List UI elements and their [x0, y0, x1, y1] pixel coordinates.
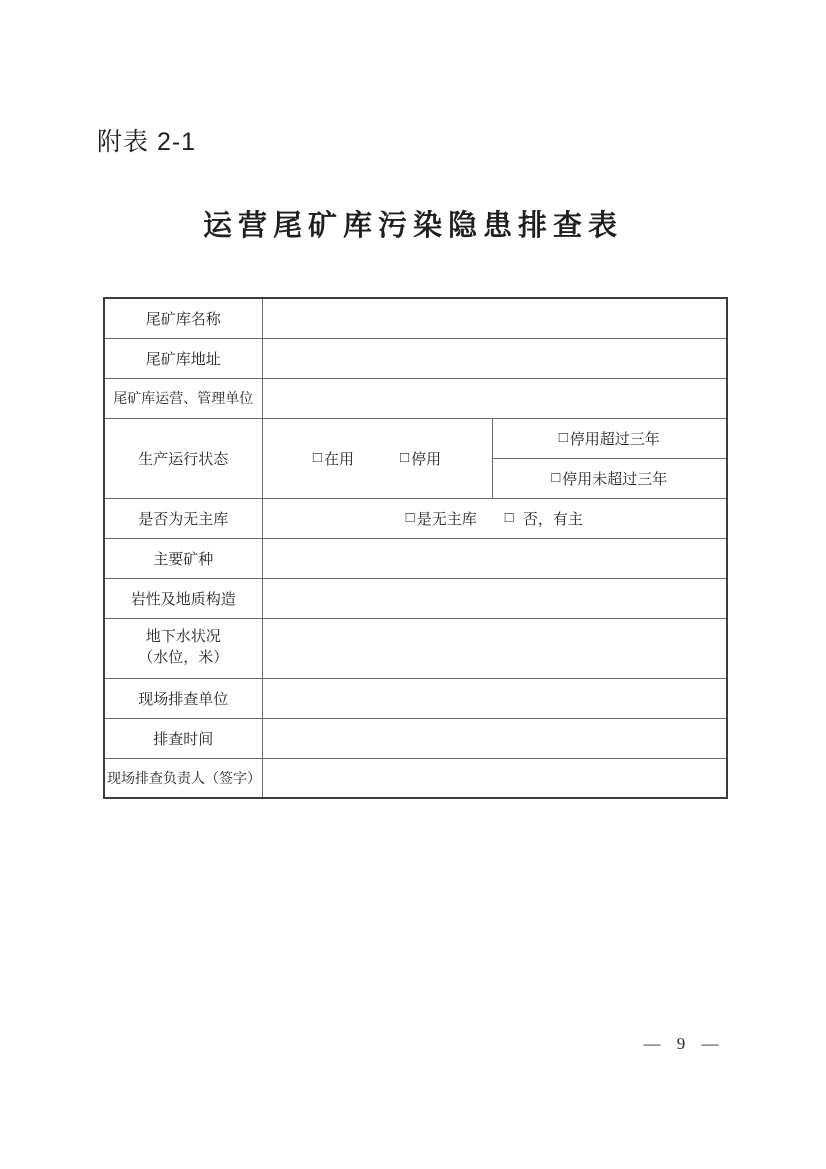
input-cell-groundwater-condition: [262, 618, 727, 678]
input-cell-tailings-pond-address: [262, 338, 727, 378]
table-row: [104, 418, 727, 458]
input-cell-site-inspection-unit: [262, 678, 727, 718]
label-inspection-time: 排查时间: [104, 718, 262, 758]
table-row: [104, 298, 727, 338]
label-site-inspection-leader-signature: 现场排查负责人（签字）: [104, 758, 262, 798]
table-row: [104, 618, 727, 678]
option-suspended-over-3-years-label: 停用超过三年: [569, 431, 660, 448]
label-ownerless-pond: 是否为无主库: [104, 498, 262, 538]
option-suspended-over-3-years: [559, 428, 660, 449]
option-in-use: [313, 448, 354, 469]
label-main-mineral-type: 主要矿种: [104, 538, 262, 578]
label-production-operation-status: 生产运行状态: [104, 418, 262, 498]
table-row: [104, 678, 727, 718]
status-suspended-over-3-years: [492, 418, 727, 458]
option-is-ownerless: [406, 508, 477, 529]
table-row: [104, 758, 727, 798]
checkbox-icon: □: [400, 449, 410, 466]
page-title: 运营尾矿库污染隐患排查表: [202, 210, 623, 242]
option-is-ownerless-label: 是无主库: [416, 511, 477, 528]
input-cell-site-inspection-leader-signature: [262, 758, 727, 798]
input-cell-lithology-geological-structure: [262, 578, 727, 618]
table-row: [104, 498, 727, 538]
inspection-form-table: [103, 297, 728, 799]
label-tailings-pond-address: 尾矿库地址: [104, 338, 262, 378]
table-row: [104, 538, 727, 578]
input-cell-operating-management-unit: [262, 378, 727, 418]
production-status-options: [262, 418, 492, 498]
label-lithology-geological-structure: 岩性及地质构造: [104, 578, 262, 618]
annex-label: 附表 2-1: [97, 128, 197, 156]
checkbox-icon: □: [504, 509, 514, 526]
input-cell-inspection-time: [262, 718, 727, 758]
page-number: — 9 —: [643, 1034, 719, 1053]
table-row: [104, 378, 727, 418]
label-site-inspection-unit: 现场排查单位: [104, 678, 262, 718]
table-row: [104, 718, 727, 758]
label-operating-management-unit: 尾矿库运营、管理单位: [104, 378, 262, 418]
label-groundwater-condition-line1: 地下水状况: [145, 629, 221, 645]
label-groundwater-condition: [104, 618, 262, 678]
table-row: [104, 338, 727, 378]
checkbox-icon: □: [405, 509, 415, 526]
option-suspended-under-3-years: [551, 468, 667, 489]
status-suspended-under-3-years: [492, 458, 727, 498]
table-row: [104, 578, 727, 618]
checkbox-icon: □: [558, 429, 568, 446]
checkbox-icon: □: [312, 449, 322, 466]
label-groundwater-condition-line2: （水位，米）: [138, 650, 229, 666]
option-has-owner-label: 否，有主: [522, 511, 583, 528]
label-tailings-pond-name: 尾矿库名称: [104, 298, 262, 338]
ownerless-options: [262, 498, 727, 538]
input-cell-tailings-pond-name: [262, 298, 727, 338]
option-suspended-label: 停用: [411, 451, 442, 468]
checkbox-icon: □: [551, 469, 561, 486]
input-cell-main-mineral-type: [262, 538, 727, 578]
option-suspended: [400, 448, 441, 469]
option-has-owner: [505, 508, 583, 529]
option-suspended-under-3-years-label: 停用未超过三年: [562, 471, 668, 488]
option-in-use-label: 在用: [323, 451, 354, 468]
